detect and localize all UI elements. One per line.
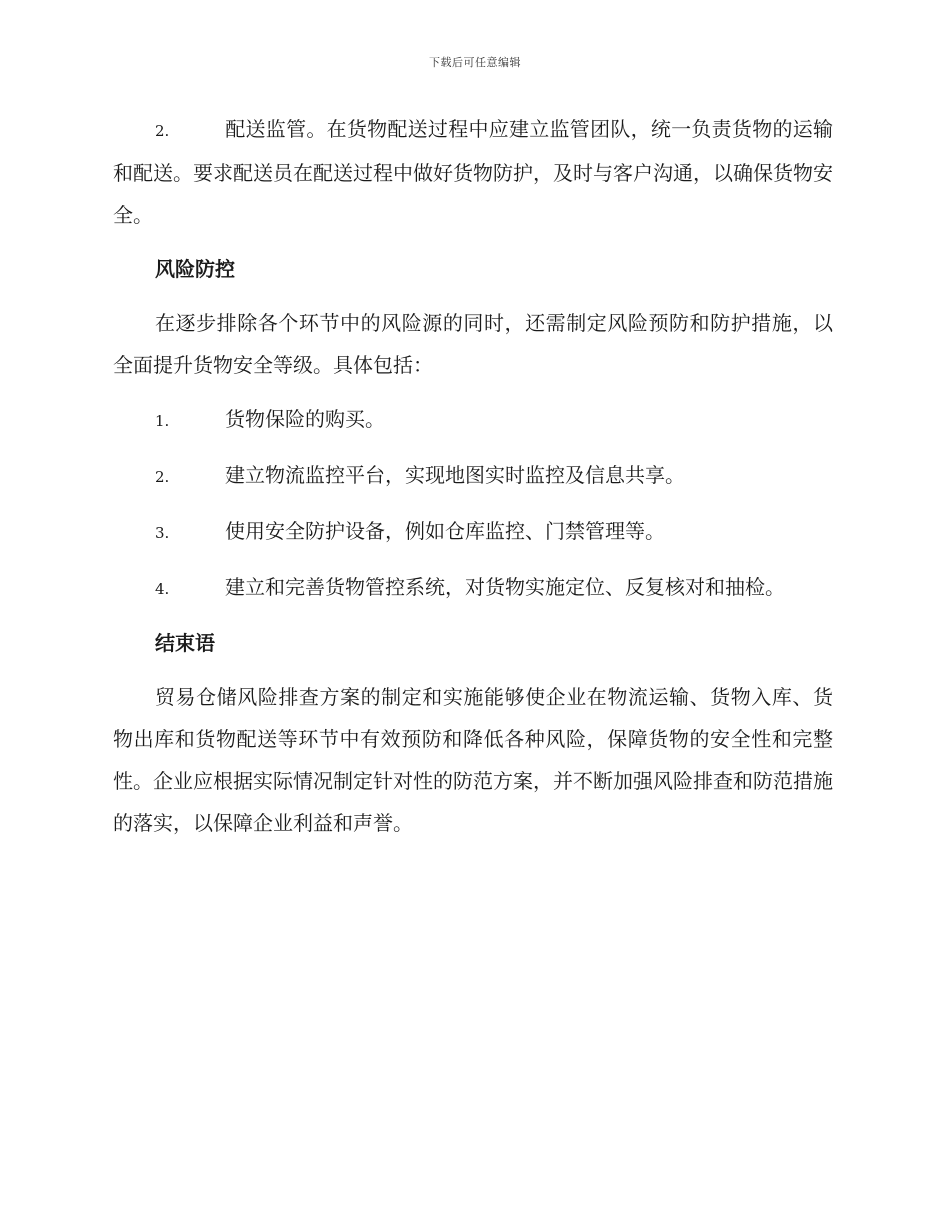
section-heading-conclusion: 结束语: [155, 631, 215, 655]
risk-paragraph: 在逐步排除各个环节中的风险源的同时，还需制定风险预防和防护措施，以全面提升货物安全等级。具体包括：: [113, 311, 833, 377]
section-heading-risk: 风险防控: [155, 257, 235, 281]
list-item: [113, 454, 833, 498]
list-item-number: 2.: [155, 122, 170, 140]
list-item-number: 2.: [155, 468, 170, 486]
intro-list-item: [113, 108, 833, 236]
list-item-text: 配送监管。在货物配送过程中应建立监管团队，统一负责货物的运输和配送。要求配送员在配送过程中做好货物防护，及时与客户沟通，以确保货物安全。: [113, 117, 833, 227]
list-item-text: 使用安全防护设备，例如仓库监控、门禁管理等。: [225, 519, 665, 543]
list-item-number: 4.: [155, 580, 170, 598]
list-item-number: 1.: [155, 412, 170, 430]
conclusion-paragraph: 贸易仓储风险排查方案的制定和实施能够使企业在物流运输、货物入库、货物出库和货物配送等环节中有效预防和降低各种风险，保障货物的安全性和完整性。企业应根据实际情况制定针对性的防范方案，并不断加强风险排查和防范措施的落实，以保障企业利益和声誉。: [113, 685, 833, 835]
list-item-number: 3.: [155, 524, 170, 542]
document-body: [113, 108, 833, 844]
page-header: 下载后可任意编辑: [429, 56, 521, 69]
list-item-text: 货物保险的购买。: [225, 407, 385, 431]
list-item-text: 建立和完善货物管控系统，对货物实施定位、反复核对和抽检。: [225, 575, 785, 599]
list-item: [113, 566, 833, 610]
list-item-text: 建立物流监控平台，实现地图实时监控及信息共享。: [225, 463, 685, 487]
list-item: [113, 510, 833, 554]
list-item: [113, 398, 833, 442]
